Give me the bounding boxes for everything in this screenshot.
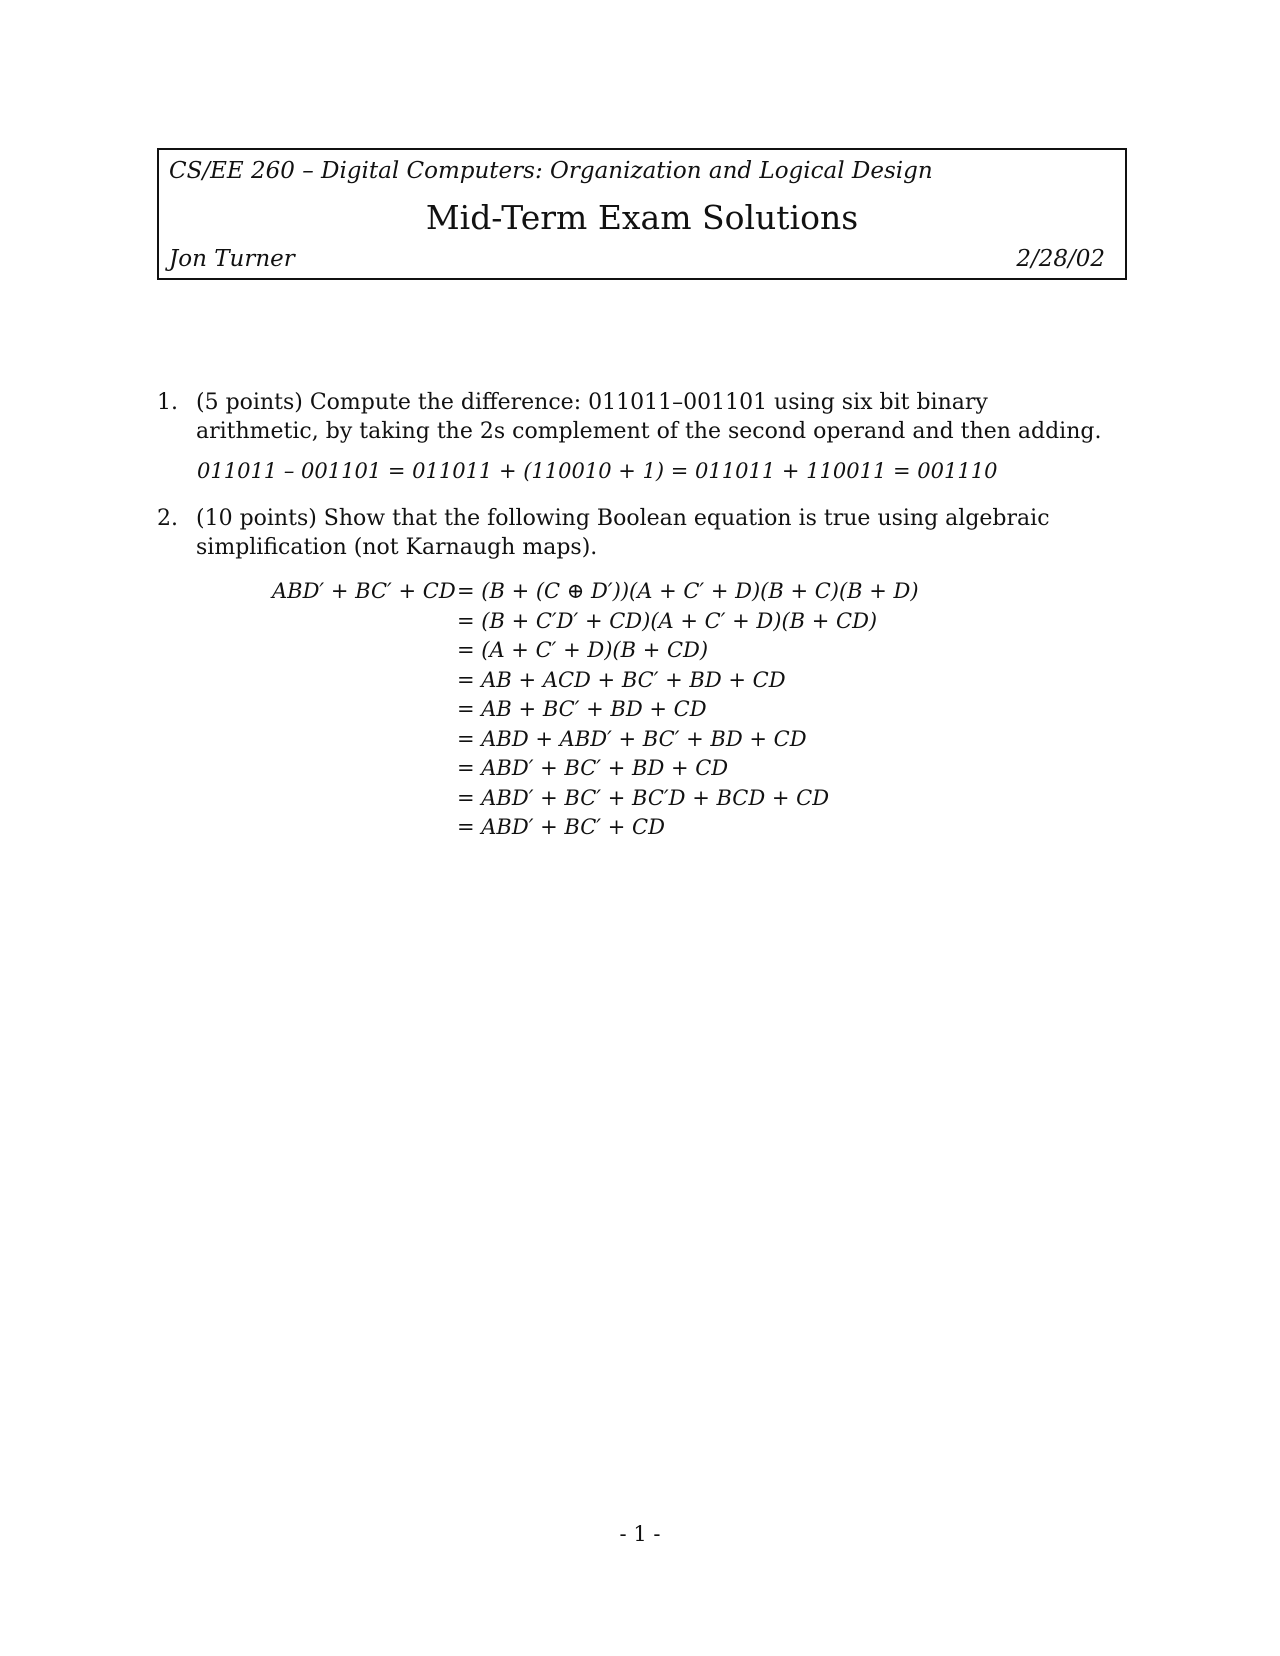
problem-2 — [157, 504, 1117, 562]
derivation-row — [272, 636, 919, 666]
derivation-step: = ABD′ + BC′ + BD + CD — [457, 756, 729, 780]
problem-2-number: 2. — [157, 506, 178, 531]
derivation-step: = AB + ACD + BC′ + BD + CD — [457, 667, 786, 692]
derivation-row — [272, 754, 919, 784]
derivation-row — [272, 695, 919, 725]
header-box — [157, 148, 1127, 280]
derivation-step: = ABD + ABD′ + BC′ + BD + CD — [457, 726, 807, 751]
derivation-row — [272, 607, 919, 637]
derivation-step: = (A + C′ + D)(B + CD) — [457, 638, 709, 662]
derivation-row — [272, 725, 919, 755]
problem-1-text: (5 points) Compute the difference: 011011–001101 using six bit binary arithmetic, by taking the 2s complement of the second operand and then adding. — [196, 390, 1102, 444]
exam-date: 2/28/02 — [1016, 246, 1105, 272]
derivation-step: = ABD′ + BC′ + BC′D + BCD + CD — [457, 785, 830, 810]
problem-1-number: 1. — [157, 390, 178, 415]
derivation-row — [272, 813, 919, 843]
derivation-step: = ABD′ + BC′ + CD — [457, 815, 665, 839]
problem-2-derivation — [272, 577, 919, 843]
problem-1 — [157, 388, 1117, 446]
derivation-step: = AB + BC′ + BD + CD — [457, 697, 707, 721]
derivation-step: = (B + C′D′ + CD)(A + C′ + D)(B + CD) — [457, 608, 878, 633]
derivation-step: = (B + (C ⊕ D′))(A + C′ + D)(B + C)(B + D) — [457, 579, 919, 603]
problem-1-answer: 011011 – 001101 = 011011 + (110010 + 1) = 011011 + 110011 = 001110 — [197, 459, 998, 483]
course-title: CS/EE 260 – Digital Computers: Organization and Logical Design — [169, 158, 933, 184]
author-name: Jon Turner — [169, 246, 295, 272]
derivation-row — [272, 784, 919, 814]
derivation-row — [272, 577, 919, 607]
derivation-row — [272, 666, 919, 696]
problem-2-text: (10 points) Show that the following Boolean equation is true using algebraic simplification (not Karnaugh maps). — [196, 506, 1050, 560]
derivation-lhs: ABD′ + BC′ + CD — [272, 579, 456, 603]
page-title: Mid-Term Exam Solutions — [425, 198, 859, 237]
page-number: - 1 - — [619, 1522, 661, 1546]
